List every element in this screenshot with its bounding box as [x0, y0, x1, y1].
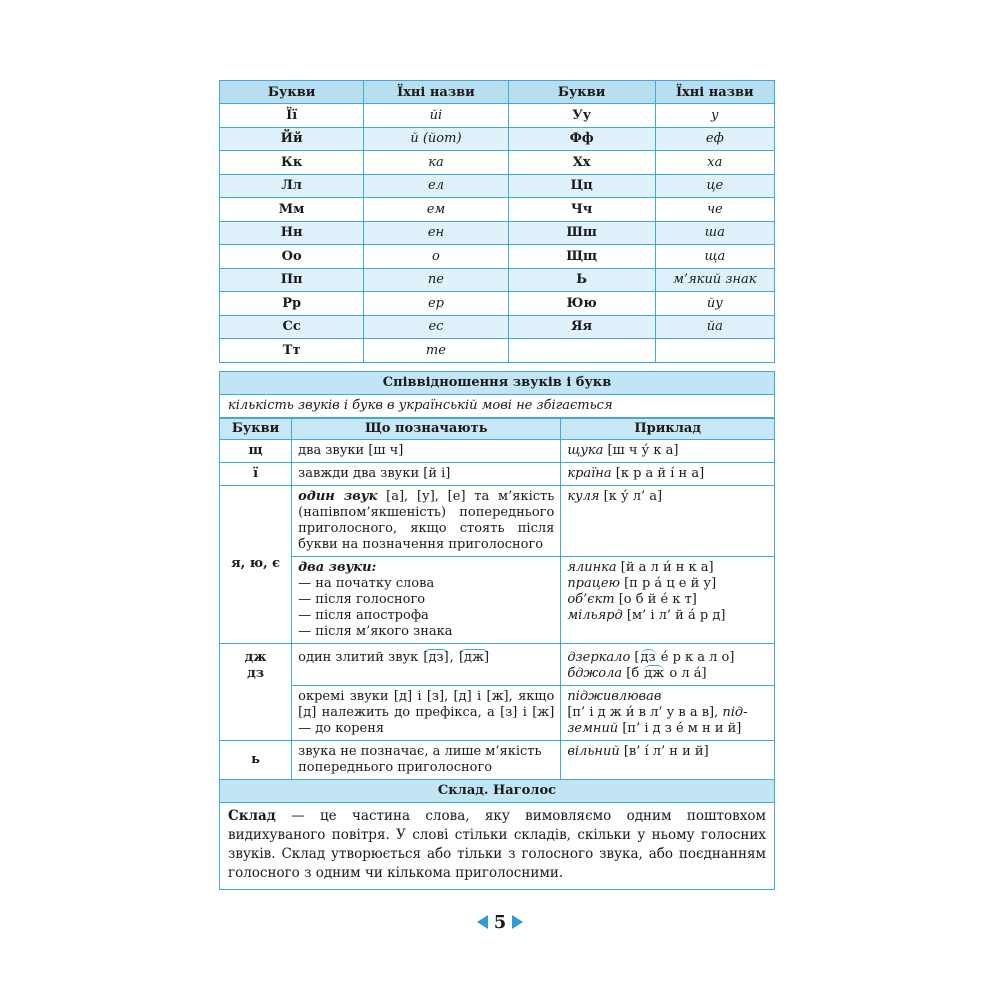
alphabet-row: [220, 315, 775, 339]
two-sounds-item: — після м’якого знака: [298, 623, 453, 639]
meaning-cell: [292, 556, 561, 643]
two-sounds-label: два звуки:: [298, 559, 377, 575]
sound-letter-header-row: [220, 418, 775, 439]
table-row: [220, 685, 775, 740]
example-word: мільярд: [567, 607, 623, 623]
meaning-cell: завжди два звуки [й і]: [292, 462, 561, 485]
letter-cell: Яя: [508, 315, 655, 339]
example-line: [567, 689, 768, 705]
letter-name-cell: йу: [655, 292, 774, 316]
syllable-definition: — це частина слова, яку вимовляємо одним поштовхом видихуваного повітря. У слові стільки складів, скільки у ньому голосних звуків. Склад утворюється або тільки з голосного звука, або поєднанням голосного з одним чи кількома приголосними.: [228, 807, 766, 881]
example-transcription: [м’ і л’ й а́ р д]: [626, 607, 726, 623]
example-line: [567, 592, 768, 608]
letter-cell: [220, 643, 292, 740]
letter-name-cell: ха: [655, 151, 774, 175]
letter-name-cell: м’який знак: [655, 268, 774, 292]
letter-name-cell: че: [655, 198, 774, 222]
letter-name-cell: ел: [364, 174, 508, 198]
letter-name-cell: о: [364, 245, 508, 269]
example-word: куля: [567, 488, 600, 504]
letter-cell: Тт: [220, 339, 364, 363]
meaning-cell: [292, 485, 561, 556]
letter-cell: Йй: [220, 127, 364, 151]
alphabet-row: [220, 339, 775, 363]
example-transcription: [п р а́ ц е й у]: [624, 575, 717, 591]
transcription-arc: дж: [644, 665, 665, 681]
sound-dz: [дз]: [423, 649, 449, 665]
letter-name-cell: у: [655, 104, 774, 128]
table-row: [220, 556, 775, 643]
example-word: дзеркало: [567, 649, 631, 665]
example-line: [567, 705, 768, 721]
example-word: вільний: [567, 743, 620, 759]
example-word: щука: [567, 442, 604, 458]
letter-name-cell: й (йот): [364, 127, 508, 151]
table-row: [220, 462, 775, 485]
letter-name-cell: ка: [364, 151, 508, 175]
example-word: країна: [567, 465, 612, 481]
table-row: [220, 485, 775, 556]
letter-cell: Кк: [220, 151, 364, 175]
alphabet-row: [220, 104, 775, 128]
sound-letter-table: [219, 418, 775, 780]
example-cell: [561, 740, 775, 779]
alphabet-row: [220, 198, 775, 222]
letter-name-cell: [655, 339, 774, 363]
letter-cell: Юю: [508, 292, 655, 316]
example-transcription: [к у́ л’ а]: [603, 488, 663, 504]
example-transcription: [й а л и́ н к а]: [620, 559, 714, 575]
letter-cell: [508, 339, 655, 363]
letter-name-cell: ес: [364, 315, 508, 339]
example-transcription: [п’ і д з е́ м н и й]: [622, 720, 742, 736]
example-line: [567, 666, 768, 682]
example-word-part: під-: [722, 704, 748, 720]
separator: ,: [449, 649, 458, 665]
letter-dzh: дж: [244, 649, 267, 665]
alphabet-row: [220, 174, 775, 198]
letter-dz: дз: [247, 665, 265, 681]
letter-cell: Щщ: [508, 245, 655, 269]
letter-cell: Сс: [220, 315, 364, 339]
section-title-syllable: Склад. Наголос: [219, 780, 775, 803]
example-word: підживлював: [567, 688, 662, 704]
letter-cell: я, ю, є: [220, 485, 292, 643]
example-line: [567, 650, 768, 666]
syllable-paragraph: [219, 803, 775, 890]
transcription-part: [: [634, 649, 640, 665]
meaning-cell: [292, 643, 561, 685]
page-content: [219, 80, 775, 890]
alphabet-row: [220, 127, 775, 151]
meaning-cell: два звуки [ш ч]: [292, 439, 561, 462]
alphabet-header-row: [220, 81, 775, 104]
transcription-part: о л а́]: [665, 665, 707, 681]
letter-name-cell: ща: [655, 245, 774, 269]
example-word: ялинка: [567, 559, 617, 575]
letter-cell: Рр: [220, 292, 364, 316]
example-word: працею: [567, 575, 620, 591]
example-transcription: [ш ч у́ к а]: [607, 442, 679, 458]
one-sound-text: [а], [у], [е] та м’якість (напівпом’якшеність) попереднього приголосного, якщо стоять після букви на позначення приголосного: [298, 488, 555, 552]
page-number: 5: [493, 912, 507, 933]
transcription-part: [б: [626, 665, 644, 681]
example-transcription: [к р а й і́ н а]: [615, 465, 705, 481]
sound-dzh: [дж]: [458, 649, 490, 665]
example-cell: [561, 556, 775, 643]
letter-cell: Шш: [508, 221, 655, 245]
alphabet-row: [220, 221, 775, 245]
header-letters-2: Букви: [508, 81, 655, 104]
meaning-cell: окремі звуки [д] і [з], [д] і [ж], якщо [д] належить до префікса, а [з] і [ж] — до кореня: [292, 685, 561, 740]
letter-cell: ї: [220, 462, 292, 485]
example-transcription: [п’ і д ж и́ в л’ у в а в],: [567, 704, 719, 720]
letter-cell: щ: [220, 439, 292, 462]
letter-name-cell: йі: [364, 104, 508, 128]
example-cell: [561, 643, 775, 685]
example-transcription: [в’ і́ л’ н и й]: [623, 743, 709, 759]
example-transcription: [о б й е́ к т]: [618, 591, 697, 607]
example-word-part: земний: [567, 720, 619, 736]
letter-cell: Фф: [508, 127, 655, 151]
alphabet-body: [220, 104, 775, 363]
alphabet-row: [220, 268, 775, 292]
example-line: [567, 576, 768, 592]
letter-cell: ь: [220, 740, 292, 779]
section-title-sound-letter: Співвідношення звуків і букв: [219, 371, 775, 395]
two-sounds-item: — після голосного: [298, 591, 426, 607]
alphabet-row: [220, 151, 775, 175]
one-sound-label: один звук: [298, 488, 378, 504]
header-example: Приклад: [561, 418, 775, 439]
syllable-term: Склад: [228, 807, 276, 824]
example-line: [567, 608, 768, 624]
letter-cell: Ь: [508, 268, 655, 292]
letter-name-cell: еф: [655, 127, 774, 151]
prev-arrow-icon: [477, 915, 488, 929]
letter-cell: Чч: [508, 198, 655, 222]
example-word: бджола: [567, 665, 623, 681]
alphabet-table: [219, 80, 775, 363]
letter-name-cell: те: [364, 339, 508, 363]
table-row: [220, 740, 775, 779]
header-names-2: Їхні назви: [655, 81, 774, 104]
merged-sound-text: один злитий звук: [298, 649, 423, 665]
letter-name-cell: пе: [364, 268, 508, 292]
letter-cell: Хх: [508, 151, 655, 175]
example-cell: [561, 462, 775, 485]
next-arrow-icon: [512, 915, 523, 929]
example-line: [567, 721, 768, 737]
letter-cell: Цц: [508, 174, 655, 198]
header-meaning: Що позначають: [292, 418, 561, 439]
letter-cell: Пп: [220, 268, 364, 292]
example-cell: [561, 439, 775, 462]
table-row: [220, 439, 775, 462]
letter-name-cell: ер: [364, 292, 508, 316]
example-line: [567, 560, 768, 576]
meaning-cell: звука не позначає, а лише м’якість попереднього приголосного: [292, 740, 561, 779]
letter-cell: Мм: [220, 198, 364, 222]
letter-name-cell: це: [655, 174, 774, 198]
alphabet-row: [220, 292, 775, 316]
two-sounds-item: — після апострофа: [298, 607, 429, 623]
page-number-nav: [0, 912, 1000, 933]
header-letters: Букви: [220, 418, 292, 439]
transcription-arc: дз: [640, 649, 656, 665]
table-row: [220, 643, 775, 685]
example-word: об’єкт: [567, 591, 615, 607]
letter-cell: Лл: [220, 174, 364, 198]
two-sounds-item: — на початку слова: [298, 575, 435, 591]
letter-name-cell: ем: [364, 198, 508, 222]
example-cell: [561, 485, 775, 556]
header-names-1: Їхні назви: [364, 81, 508, 104]
example-cell: [561, 685, 775, 740]
section-note: кількість звуків і букв в українській мові не збігається: [219, 395, 775, 418]
letter-name-cell: йа: [655, 315, 774, 339]
header-letters-1: Букви: [220, 81, 364, 104]
letter-cell: Її: [220, 104, 364, 128]
letter-cell: Оо: [220, 245, 364, 269]
alphabet-row: [220, 245, 775, 269]
letter-name-cell: ша: [655, 221, 774, 245]
transcription-part: е́ р к а л о]: [656, 649, 735, 665]
letter-cell: Нн: [220, 221, 364, 245]
letter-cell: Уу: [508, 104, 655, 128]
letter-name-cell: ен: [364, 221, 508, 245]
